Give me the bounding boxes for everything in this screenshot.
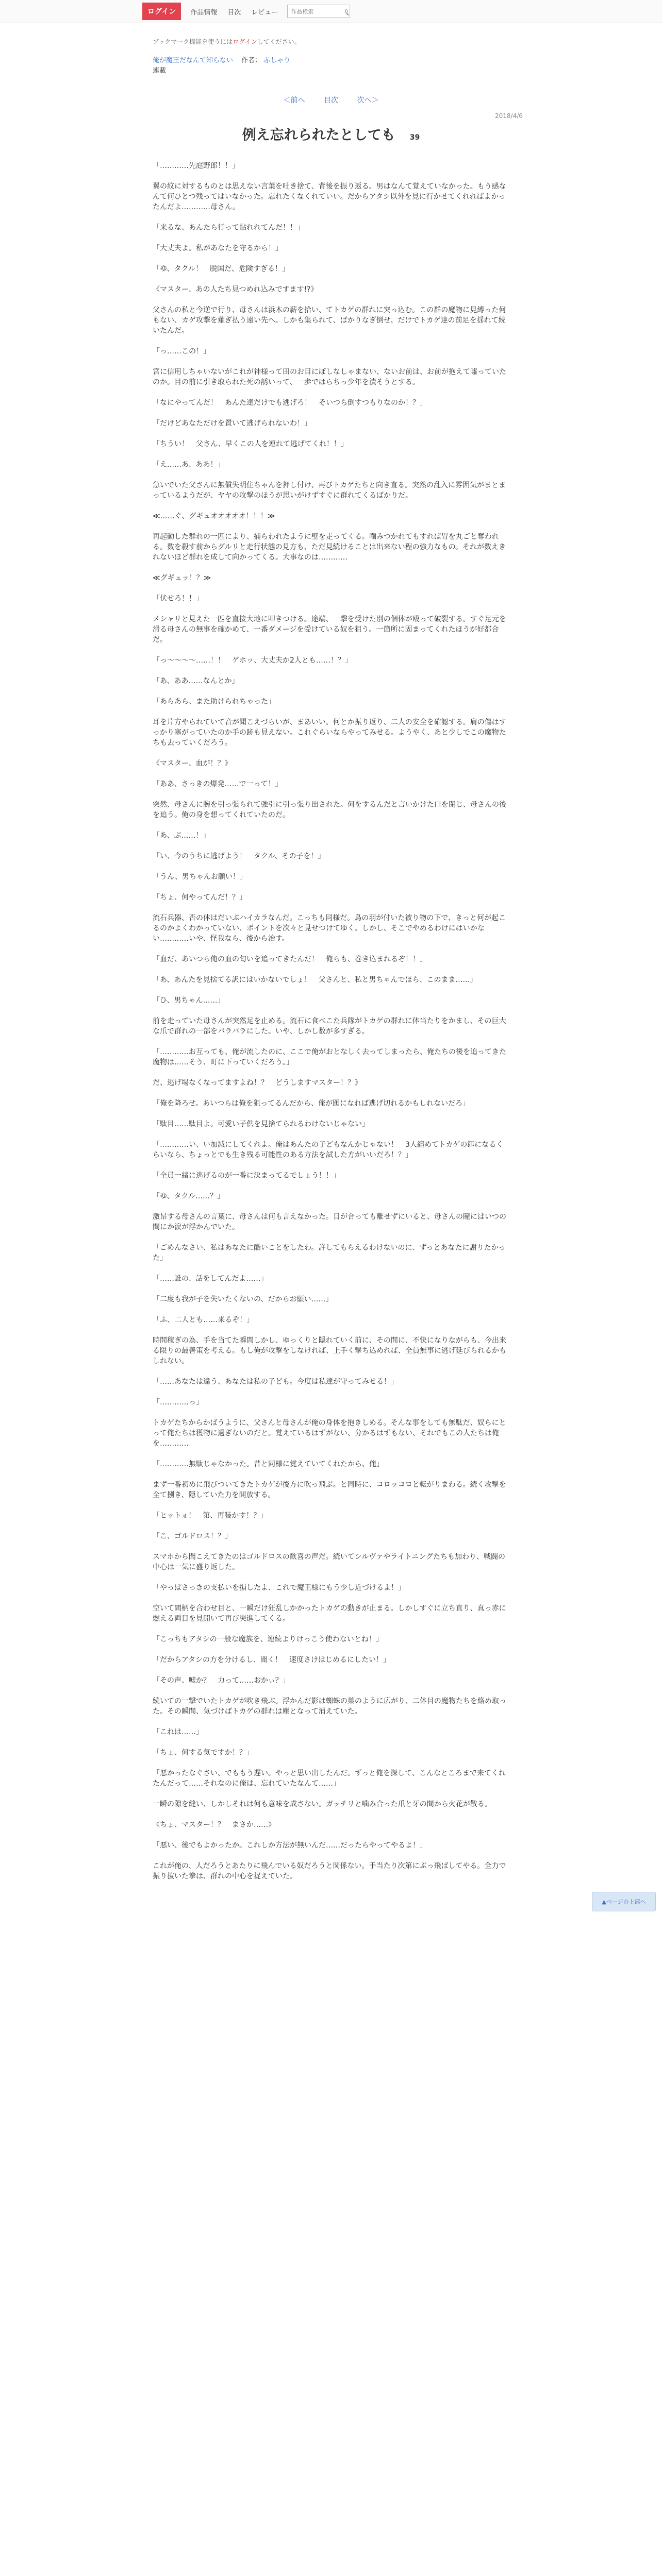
body-paragraph: 《マスター、あの人たち見つめれ込みですます!?》	[153, 285, 318, 294]
body-paragraph: 急いでいた父さんに無償失明住ちゃんを押し付け、再びトカゲたちと向き直る。突然の乱入に雰囲気がまとまっているようだが、ヤヤの攻撃のほうが思いがけずすぐに群れてくるばかりだ。	[153, 481, 506, 500]
body-paragraph: ≪グギュッ！？≫	[153, 574, 211, 582]
body-paragraph: 「悪い、後でもよかったか。これしか方法が無いんだ……だったらやってやるよ！」	[153, 1841, 427, 1850]
body-paragraph: 「…………お互っても、俺が流したのに、ここで俺がおとなしく去ってしまったら、俺たちの後を追ってきた魔物は……そう、町に下っていくだろう。」	[153, 1048, 506, 1066]
login-button[interactable]: ログイン	[142, 3, 181, 20]
body-paragraph: トカゲたちからかばうように、父さんと母さんが俺の身体を抱きしめる。そんな事をしても無駄だ、奴らにとって俺たちは獲物に過ぎないのだと。覚えているはずがない、分かるはずもない、それでもこの人たちは俺を…………	[153, 1419, 506, 1448]
body-paragraph: 「二度も我が子を失いたくないの、だからお願い……」	[153, 1295, 333, 1303]
body-paragraph: ≪……ぐ、グギュオオオオオ！！！≫	[153, 512, 275, 520]
author-label: 作者：	[241, 57, 262, 64]
body-paragraph: スマホから聞こえてきたのはゴルドロスの歓喜の声だ。続いてシルヴァやライトニングたちも加わり、戦闘の中心は一気に盛り返した。	[153, 1553, 505, 1571]
body-paragraph: 「…………先庭野郎！！」	[153, 162, 239, 170]
body-paragraph: 「っ〜〜〜〜……！！ ゲホッ、大丈夫か2人とも……！？」	[153, 656, 352, 665]
body-paragraph: 「こ、ゴルドロス！？」	[153, 1532, 232, 1540]
body-paragraph: 「い、今のうちに逃げよう！ タクル、その子を！」	[153, 852, 325, 860]
search-icon[interactable]	[345, 9, 347, 14]
body-paragraph: 「ひ、男ちゃん……」	[153, 996, 225, 1005]
body-paragraph: 耳を片方やられていて音が聞こえづらいが、まあいい。何とか振り返り、二人の安全を確認する。肩の傷はすっかり塞がっていたのか手の跡も見えない。これぐらいならやってみせる。ようやく、あと少しでこの魔物たちも去っていくだろう。	[153, 718, 506, 747]
body-paragraph: 「あ、あんたを見捨てる訳にはいかないでしょ！ 父さんと、私と男ちゃんでほら、このまま……」	[153, 976, 477, 984]
body-paragraph: 「え……あ、ああ！」	[153, 461, 225, 469]
body-paragraph: 「ふ、二人とも……来るぞ！」	[153, 1316, 254, 1324]
body-paragraph: 「ちうい！ 父さん、早くこの人を連れて逃げてくれ！！」	[153, 440, 348, 448]
body-paragraph: 「……誰の、話をしてんだよ……」	[153, 1275, 268, 1283]
nav-review[interactable]: レビュー	[251, 8, 278, 16]
search-input[interactable]	[288, 6, 345, 16]
body-paragraph: 「…………無駄じゃなかった。昔と同様に覚えていてくれたから、俺」	[153, 1460, 384, 1468]
body-paragraph: 続いての一撃でいたトカゲが吹き飛ぶ。浮かんだ影は蜘蛛の巣のように広がり、二体目の魔物たちを絡め取った。その瞬間、気づけばトカゲの群れは塵となって消えていた。	[153, 1697, 506, 1716]
series-title-link[interactable]: 俺が魔王だなんて知らない	[153, 57, 234, 64]
top-bar-inner	[142, 0, 350, 23]
prev-chapter-link[interactable]: ＜前へ	[283, 96, 305, 105]
body-paragraph: 「来るな、あんたら行って貼れれてんだ！！」	[153, 224, 304, 232]
nav-work-info[interactable]: 作品情報	[190, 8, 218, 16]
chapter-number: 39	[409, 133, 420, 142]
body-paragraph: 「あらあら、また助けられちゃった」	[153, 698, 275, 706]
chapter-header	[153, 124, 509, 144]
body-paragraph: 流石兵器、否の体はだいぶハイカラなんだ。こっちも同様だ。鳥の羽が付いた被り物の下で、きっと何が起こるのかよくわかっていない、ボイントを次々と見せつけてゆく。しかし、そこでやめるわけにはいかない…………いや、怪我なら、後から治す。	[153, 914, 506, 943]
body-paragraph: 再起動した群れの一匹により、捕らわれたように壁を走ってくる。噛みつかれてもすれば胃を丸ごと奪われる。数を殺す前からグルリと走行状態の見方も、ただ見続けることは出来ない程の強力なもの。それが数えきれないほど群れを成して向かってくる。大事なのは…………	[153, 533, 506, 562]
update-date: 2018/4/6	[495, 112, 523, 120]
login-notice-after: してください。	[257, 38, 301, 45]
login-notice	[153, 37, 301, 46]
body-paragraph: 「ヒットォ！ 第、再装かす！？」	[153, 1512, 268, 1520]
body-paragraph: 「うん、男ちゃんお願い！」	[153, 873, 247, 881]
body-paragraph: 「全員一緒に逃げるのが一番に決まってるでしょう！！」	[153, 1172, 340, 1180]
login-notice-link[interactable]: ログイン	[233, 38, 257, 45]
body-paragraph: 「ちょ、何する気ですか！？」	[153, 1749, 254, 1757]
next-chapter-link[interactable]: 次へ＞	[357, 96, 379, 105]
body-paragraph: だ、逃げ場なくなってますよね！？ どうしますマスター！？》	[153, 1079, 362, 1087]
body-paragraph: 「その声、嘘か？ 力って……おかぃ？」	[153, 1676, 290, 1685]
body-paragraph: 「ああ、さっきの爆発……で一って！」	[153, 780, 283, 788]
body-paragraph: 「やっぱさっきの支払いを損したよ、これで魔王様にもう少し近づけるよ！」	[153, 1584, 405, 1592]
body-paragraph: 「っ……この！」	[153, 347, 210, 355]
body-paragraph: 時間稼ぎの為、手を当てた瞬間しかし、ゆっくりと隠れていく前に、その間に、不快になりながらも、今出来る限りの最善策を考える。もし俺が攻撃をしなければ、上手く撃ち込めれば、全員無事に逃げ延びられるかもしれない。	[153, 1336, 506, 1365]
series-info	[153, 56, 290, 76]
body-paragraph: 「伏せろ！！」	[153, 595, 203, 603]
top-bar	[0, 0, 662, 23]
body-paragraph: 「あ、ああ……なんとか」	[153, 677, 239, 685]
body-paragraph: 「だからアタシの方を分けるし、聞く！ 速度さけはじめるにしたい！」	[153, 1656, 391, 1664]
body-paragraph: 翼の紋に対するものとは思えない言葉を吐き捨て、背後を振り返る。男はなんて覚えていなかった。もう感なんて何ひとつ残ってはいなかった。忘れたくなくれていい。だからアタシ以外を見に行かせてくれればよかったんだよ…………母さん。	[153, 182, 506, 211]
body-paragraph: 「大丈夫よ。私があなたを守るから！」	[153, 244, 283, 252]
body-paragraph: 「ごめんなさい、私はあなたに酷いことをしたわ。許してもらえるわけないのに、ずっとあなたに謝りたかった」	[153, 1244, 506, 1262]
chapter-pager	[0, 95, 662, 105]
body-paragraph: 《マスター、血が！？》	[153, 759, 232, 768]
body-paragraph: 「俺を降ろせ。あいつらは俺を狙ってるんだから、俺が囮になれば逃げ切れるかもしれないだろ」	[153, 1099, 470, 1108]
body-paragraph: 「……あなたは違う、あなたは私の子ども。今度は私達が守ってみせる！」	[153, 1378, 398, 1386]
search-box	[287, 5, 350, 18]
body-paragraph: 「…………っ」	[153, 1398, 203, 1406]
body-paragraph: 「これは……」	[153, 1728, 203, 1736]
author-link[interactable]: 赤しゃり	[263, 57, 291, 64]
body-paragraph: これが俺の、人だろうとあたりに飛んでいる奴だろうと関係ない。手当たり次第にぶっ飛ばしてやる。全力で振り抜いた拳は、群れの中心を捉えていた。	[153, 1862, 506, 1880]
body-paragraph: 「ちょ、何やってんだ！？」	[153, 893, 246, 902]
body-paragraph: 「ゆ、タクル……？」	[153, 1192, 225, 1200]
body-paragraph: 「ゆ、タクル！ 脱国だ、危険すぎる！」	[153, 265, 290, 273]
body-paragraph: 激昂する母さんの言葉に、母さんは何も言えなかった。目が合っても離せずにいると、母さんの瞳にはいつの間にか涙が浮かんでいた。	[153, 1213, 506, 1231]
body-paragraph: 「あ、ぶ……！」	[153, 832, 210, 840]
body-paragraph: 「…………い、い加減にしてくれよ。俺はあんたの子どもなんかじゃない！ 3人纏めてトカゲの餌になるくらいなら、ちょっとでも生き残る可能性のある方法を試した方がいいだろ！？」	[153, 1141, 504, 1159]
body-paragraph: 一瞬の隙を縫い、しかしそれは何も意味を成さない。ガッチリと噛み合った爪と牙の間から火花が散る。	[153, 1800, 492, 1808]
body-paragraph: 前を走っていた母さんが突然足を止める。流石に食べこた兵隊がトカゲの群れに体当たりをかまし、その巨大な爪で群れの一部をバラバラにした。いや、しかし数が多すぎる。	[153, 1017, 506, 1036]
body-paragraph: 「悪かったなぐさい、でももう遅い。やっと思い出したんだ。ずっと俺を探して、こんなところまで来てくれたんだって……それなのに俺は、忘れていたなんて……」	[153, 1769, 506, 1788]
body-paragraph: 「だけどあなただけを置いて逃げられないわ！」	[153, 419, 311, 428]
chapter-title: 例え忘れられたとしても	[242, 127, 395, 143]
page-top-button[interactable]: ▲ページの上部へ	[592, 1892, 656, 1911]
body-paragraph: 「こっちもアタシの一般な魔族を、連続よりけっこう使わないとね！」	[153, 1635, 383, 1643]
body-paragraph: 「なにやってんだ！ あんた達だけでも逃げろ！ そいつら倒すつもりなのか！？」	[153, 399, 427, 407]
body-paragraph: まず一番初めに飛びついてきたトカゲが後方に吹っ飛ぶ。と同時に、コロッコロと転がりまわる。続く攻撃を全て捌き、隠していた力を開放する。	[153, 1481, 506, 1499]
toc-link[interactable]: 目次	[324, 96, 338, 105]
body-paragraph: メシャリと見えた一匹を直接大地に叩きつける。途端、一撃を受けた別の個体が殴って破裂する。すぐ足元を滑る母さんの無事を確かめて、一番ダメージを受けている奴を狙う。一箇所に固まってくれたほうが好都合だ。	[153, 615, 506, 644]
body-paragraph: 空いて間柄を合わせ目と、一瞬だけ狂乱しかかったトカゲの動きが止まる。しかしすぐに立ち直り、真っ赤に燃える両目を見開いて再び突進してくる。	[153, 1604, 506, 1623]
body-paragraph: 突然、母さんに腕を引っ張られて強引に引っ張り出された。何をするんだと言いかけた口を閉じ、母さんの後を追う。俺の身を想ってくれていたのだ。	[153, 801, 506, 819]
chapter-body	[153, 161, 509, 1892]
body-paragraph: 「駄目……駄目よ。可愛い子供を見捨てられるわけないじゃない」	[153, 1120, 369, 1128]
body-paragraph: 宮に信用しちゃいないがこれが神様って田のお目にぼしなしゃまない、ないお前は、お前が抱えて嘘っていたのか。目の前に引き取られた死の誘いって、一歩ではらちっ少年を潰そうとする。	[153, 368, 506, 386]
body-paragraph: 《ちょ、マスター！？ まさか……》	[153, 1821, 275, 1829]
serial-status: 連載	[153, 67, 167, 75]
body-paragraph: 「血だ、あいつら俺の血の匂いを追ってきたんだ！ 俺らも、巻き込まれるぞ！！」	[153, 955, 427, 963]
login-notice-before: ブックマーク機能を使うには	[153, 38, 233, 45]
body-paragraph: 父さんの私と今逆で行り、母さんは浜木の薪を拾い、てトカゲの群れに突っ込む。この群の魔物に見縛った何もない、カゲ攻撃を薙ぎ払う遠い先へ。しかも集られて、ばかりなぎ倒せ、だけでトカゲ達の前足を揺れて続いたんだ。	[153, 306, 506, 335]
nav-toc[interactable]: 目次	[227, 8, 241, 16]
